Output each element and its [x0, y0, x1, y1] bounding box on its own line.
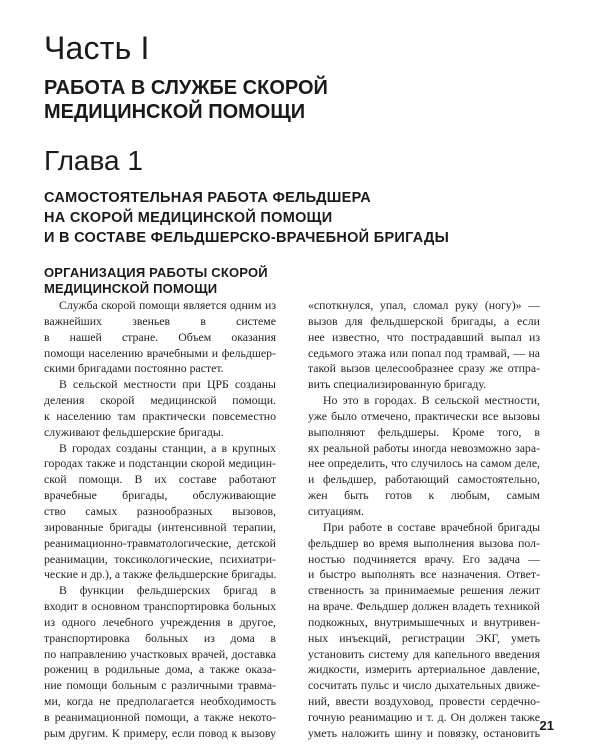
text-line: жидкости, измерить артериальное давление,	[308, 662, 540, 677]
text-line: и быстро выполнять все назначения. Ответ-	[308, 567, 540, 582]
text-line: ственность за принимаемые решения лежит	[308, 583, 540, 598]
text-line: ние помощи больным с различными травма-	[44, 678, 276, 693]
text-line: на враче. Фельдшер должен владеть техникой	[308, 599, 540, 614]
chapter-subtitle-line: И В СОСТАВЕ ФЕЛЬДШЕРСКО-ВРАЧЕБНОЙ БРИГАДЫ	[44, 230, 450, 246]
section-title	[44, 265, 268, 297]
text-line: ний, ввести воздуховод, провести сердечно-	[308, 694, 540, 709]
text-line: Служба скорой помощи является одним из	[59, 298, 276, 312]
text-line: В сельской местности при ЦРБ созданы	[59, 377, 276, 392]
text-line: по направлению участковых врачей, доставка	[44, 646, 276, 661]
left-text-column	[44, 298, 276, 742]
text-line: в нашей стране. Объем оказания	[44, 329, 276, 344]
text-line: рожениц в родильные дома, а также оказа-	[44, 662, 276, 677]
text-line: нее известно, что пострадавший выпал из	[308, 329, 540, 344]
section-title-line: ОРГАНИЗАЦИЯ РАБОТЫ СКОРОЙ	[44, 265, 268, 280]
text-line: гочную реанимацию и т. д. Он должен также	[308, 709, 540, 724]
text-line: При работе в составе врачебной бригады	[323, 519, 540, 534]
text-line: вызов для фельдшерской бригады, а если	[308, 313, 540, 328]
text-line: ситуациям.	[308, 503, 364, 518]
text-line: ях реальной работы иногда невозможно зара-	[308, 440, 540, 455]
text-line: скими бригадами постоянно растет.	[44, 361, 224, 376]
text-line: ской помощи. В их составе работают	[44, 472, 276, 487]
text-line: важнейших звеньев в системе	[44, 313, 276, 328]
text-line: нее определить, что случилось на самом деле,	[308, 456, 540, 471]
text-line: выполняют фельдшеры. Кроме того, в	[308, 424, 540, 439]
part-subtitle-line: РАБОТА В СЛУЖБЕ СКОРОЙ	[44, 77, 328, 99]
text-line: подкожных, внутримышечных и внутривен-	[308, 614, 540, 629]
text-line: помощи населению врачебными и фельдшер-	[44, 345, 276, 360]
text-line: рым другим. К примеру, если повод к вызову	[44, 725, 276, 740]
text-line: входит в основном транспортировка больных	[44, 599, 276, 614]
text-line: транспортировка больных из дома в	[44, 630, 276, 645]
text-line: сосчитать пульс и число дыхательных движе-	[308, 678, 540, 693]
text-line: ностью подчиняется врачу. Его задача —	[308, 551, 540, 566]
text-line: фельдшер во время выполнения вызова пол-	[308, 535, 540, 550]
text-line: «споткнулся, упал, сломал руку (ногу)» —	[308, 298, 540, 312]
text-line: в реанимационной помощи, а также некото-	[44, 709, 276, 724]
chapter-title: Глава 1	[44, 145, 143, 176]
text-line: зированные бригады (интенсивной терапии,	[44, 519, 276, 534]
text-line: жен быть готов к любым, самым	[308, 488, 540, 503]
text-line: установить систему для капельного введения	[308, 646, 540, 661]
part-subtitle	[44, 76, 328, 124]
text-line: служивают фельдшерские бригады.	[44, 424, 224, 439]
text-line: вить специализированную бригаду.	[308, 377, 486, 392]
text-line: уже было отмечено, практически все вызовы	[308, 408, 540, 423]
text-line: Но это в городах. В сельской местности,	[323, 393, 540, 408]
text-line: врачебные бригады, обслуживающие	[44, 488, 276, 503]
section-title-line: МЕДИЦИНСКОЙ ПОМОЩИ	[44, 281, 218, 296]
chapter-subtitle-line: НА СКОРОЙ МЕДИЦИНСКОЙ ПОМОЩИ	[44, 210, 333, 226]
right-text-column	[308, 298, 540, 742]
text-line: ство самых разнообразных вызовов,	[44, 503, 276, 518]
text-line: ми, когда не предполагается необходимость	[44, 694, 276, 709]
text-line: из одного лечебного учреждения в другое,	[44, 614, 276, 629]
text-line: В городах созданы станции, а в крупных	[59, 440, 276, 455]
text-line: ческие и др.), а также фельдшерские бригады.	[44, 567, 277, 582]
text-line: уметь наложить шину и повязку, остановить	[308, 725, 540, 740]
text-line: городах также и подстанции скорой медицин-	[44, 456, 276, 471]
text-line: седьмого этажа или попал под трамвай, — на	[308, 345, 540, 360]
page-number: 21	[539, 718, 554, 733]
text-line: деления скорой медицинской помощи.	[44, 393, 276, 408]
text-line: такой вызов целесообразнее сразу же отпра-	[308, 361, 540, 376]
text-line: ных инъекций, регистрации ЭКГ, уметь	[308, 630, 540, 645]
text-line: реанимации, токсикологические, психиатри-	[44, 551, 276, 566]
text-line: к населению там практически повсеместно	[44, 408, 276, 423]
part-title: Часть I	[44, 30, 150, 66]
part-subtitle-line: МЕДИЦИНСКОЙ ПОМОЩИ	[44, 101, 306, 123]
text-line: и фельдшер, работающий самостоятельно,	[308, 472, 540, 487]
text-line: реанимационно-травматологические, детской	[44, 535, 276, 550]
chapter-subtitle	[44, 188, 449, 248]
chapter-subtitle-line: САМОСТОЯТЕЛЬНАЯ РАБОТА ФЕЛЬДШЕРА	[44, 190, 372, 206]
text-line: В функции фельдшерских бригад в	[59, 583, 276, 598]
